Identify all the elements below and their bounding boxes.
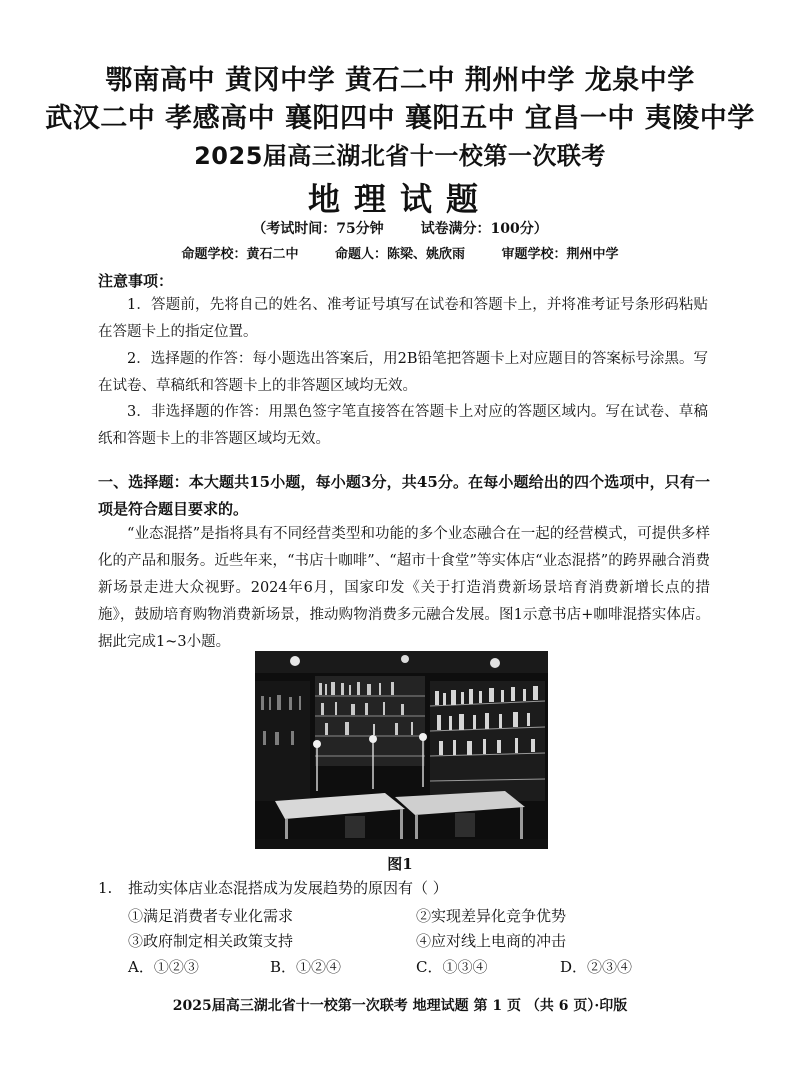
photo-illustration [255, 651, 548, 849]
section-heading: 一、选择题：本大题共15小题，每小题3分，共45分。在每小题给出的四个选项中，只有一项是符合题目要求的。 [98, 473, 710, 518]
notice-item-1: 1．答题前，先将自己的姓名、准考证号填写在试卷和答题卡上，并将准考证号条形码粘贴在答题卡上的指定位置。 [98, 297, 708, 340]
notice-title: 注意事项： [98, 272, 174, 290]
statement-2: ②实现差异化竞争优势 [416, 907, 567, 925]
figure-caption: 图1 [387, 855, 413, 873]
notice-item-2: 2．选择题的作答：每小题选出答案后，用2B铅笔把答题卡上对应题目的答案标号涂黑。写在试卷、草稿纸和答题卡上的非答题区域均无效。 [98, 351, 708, 394]
exam-time: （考试时间：75分钟 [252, 221, 384, 237]
statement-1: ①满足消费者专业化需求 [128, 907, 294, 925]
author-info [0, 243, 800, 262]
page-footer: 2025届高三湖北省十一校第一次联考 地理试题 第 1 页 （共 6 页）·印版 [172, 998, 628, 1014]
bookstore-cafe-photo [255, 651, 548, 849]
question-1 [98, 877, 448, 898]
schools-line-1: 鄂南高中 黄冈中学 黄石二中 荆州中学 龙泉中学 [105, 65, 695, 96]
schools-line-2: 武汉二中 孝感高中 襄阳四中 襄阳五中 宜昌一中 夷陵中学 [45, 103, 755, 134]
question-number: 1. [98, 879, 113, 897]
exam-info [0, 218, 800, 238]
option-c: C．①③④ [416, 958, 488, 976]
option-a: A．①②③ [128, 958, 199, 976]
statement-3: ③政府制定相关政策支持 [128, 932, 294, 950]
question-stem: 推动实体店业态混搭成为发展趋势的原因有（ ） [128, 879, 448, 897]
exam-name: 2025届高三湖北省十一校第一次联考 [194, 142, 606, 170]
setter-school: 命题学校：黄石二中 [181, 247, 299, 262]
paper-title: 地理试题 [307, 180, 492, 218]
setters: 命题人：陈梁、姚欣雨 [334, 247, 465, 262]
reviewer-school: 审题学校：荆州中学 [501, 247, 619, 262]
notice-item-3: 3．非选择题的作答：用黑色签字笔直接答在答题卡上对应的答题区域内。写在试卷、草稿纸和答题卡上的非答题区域均无效。 [98, 404, 708, 447]
material-intro: “业态混搭”是指将具有不同经营类型和功能的多个业态融合在一起的经营模式，可提供多样化的产品和服务。近些年来，“书店十咖啡”、“超市十食堂”等实体店“业态混搭”的跨界融合消费新场景走进大众视野。2024年6月，国家印发《关于打造消费新场景培育消费新增长点的措施》，鼓励培育购物消费新场景，推动购物消费多元融合发展。图1示意书店+咖啡混搭实体店。据此完成1~3小题。 [98, 526, 710, 650]
exam-score: 试卷满分：100分） [420, 221, 548, 237]
statement-4: ④应对线上电商的冲击 [416, 932, 567, 950]
option-d: D．②③④ [560, 958, 633, 976]
option-b: B．①②④ [270, 958, 342, 976]
